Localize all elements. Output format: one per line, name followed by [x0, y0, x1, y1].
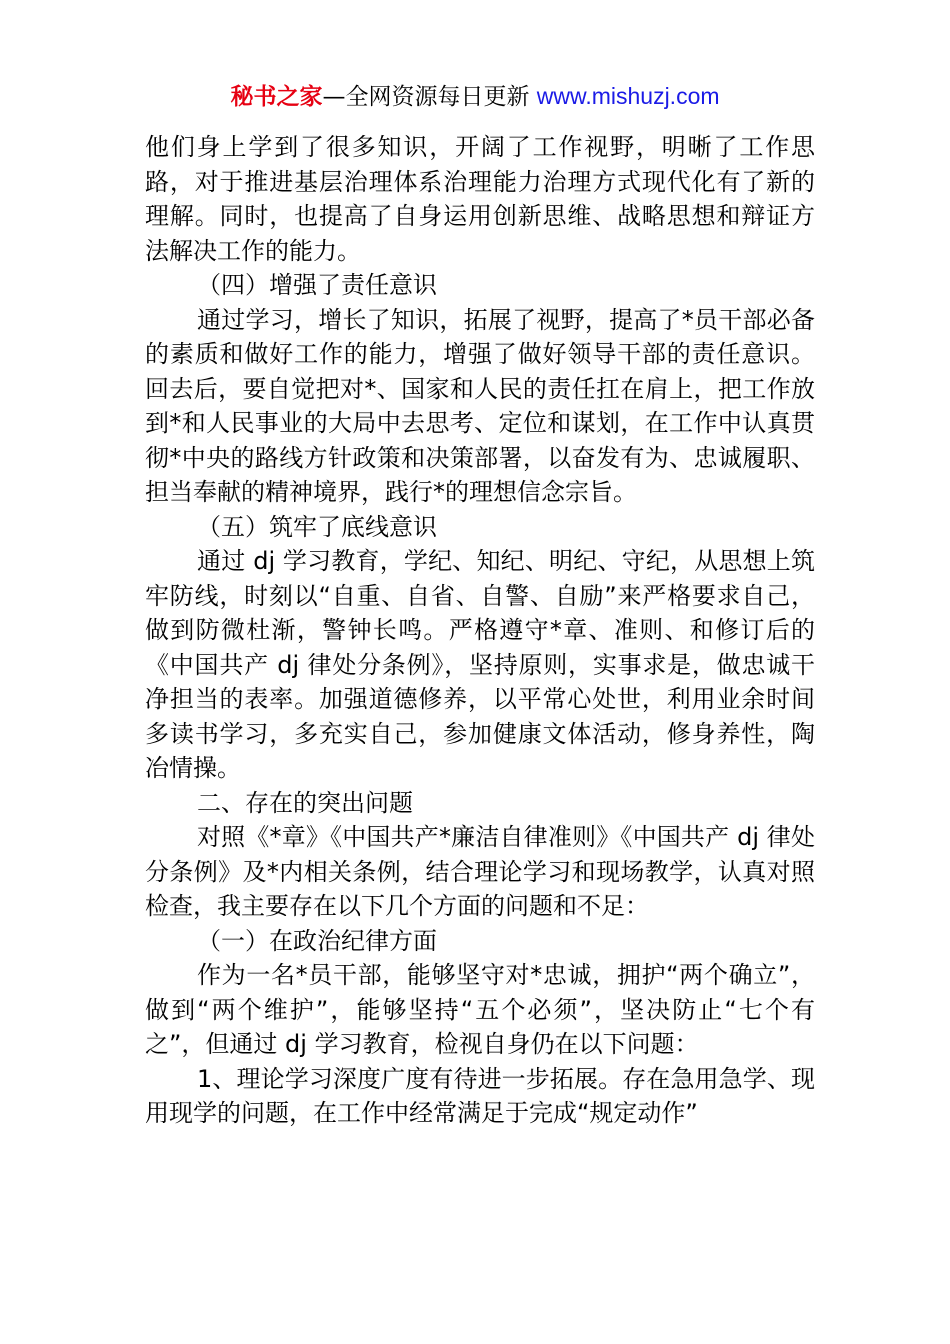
paragraph: 通过学习，增长了知识，拓展了视野，提高了*员干部必备的素质和做好工作的能力，增强了做好领导干部的责任意识。回去后，要自觉把对*、国家和人民的责任扛在肩上，把工作放到*和人民事业的大局中去思考、定位和谋划，在工作中认真贯彻*中央的路线方针政策和决策部署，以奋发有为、忠诚履职、担当奉献的精神境界，践行*的理想信念宗旨。	[145, 305, 815, 506]
site-header	[0, 80, 950, 113]
paragraph: 对照《*章》《中国共产*廉洁自律准则》《中国共产 dj 律处分条例》及*内相关条例，结合理论学习和现场教学，认真对照检查，我主要存在以下几个方面的问题和不足：	[145, 823, 815, 920]
chapter-heading-2: 二、存在的突出问题	[197, 788, 413, 817]
paragraph: 作为一名*员干部，能够坚守对*忠诚，拥护“两个确立”，做到“两个维护”，能够坚持“五个必须”，坚决防止“七个有之”，但通过 dj 学习教育，检视自身仍在以下问题：	[145, 961, 815, 1058]
section-heading-5: （五）筑牢了底线意识	[197, 512, 437, 541]
site-url[interactable]: www.mishuzj.com	[536, 83, 720, 109]
section-heading-1: （一）在政治纪律方面	[197, 926, 437, 955]
section-heading-4: （四）增强了责任意识	[197, 271, 437, 299]
paragraph-continuation: 他们身上学到了很多知识，开阔了工作视野，明晰了工作思路，对于推进基层治理体系治理能力治理方式现代化有了新的理解。同时，也提高了自身运用创新思维、战略思想和辩证方法解决工作的能力。	[145, 133, 815, 265]
site-slogan: —全网资源每日更新	[322, 84, 537, 110]
paragraph: 通过 dj 学习教育，学纪、知纪、明纪、守纪，从思想上筑牢防线，时刻以“自重、自省、自警、自励”来严格要求自己，做到防微杜渐，警钟长鸣。严格遵守*章、准则、和修订后的《中国共产 dj 律处分条例》，坚持原则，实事求是，做忠诚干净担当的表率。加强道德修养，以平常心处世，利用业余时间多读书学习，多充实自己，参加健康文体活动，修身养性，陶冶情操。	[145, 547, 815, 782]
paragraph: 1、理论学习深度广度有待进一步拓展。存在急用急学、现用现学的问题，在工作中经常满足于完成“规定动作”	[145, 1064, 815, 1127]
site-brand: 秘书之家	[230, 84, 323, 110]
document-body	[145, 130, 815, 1131]
